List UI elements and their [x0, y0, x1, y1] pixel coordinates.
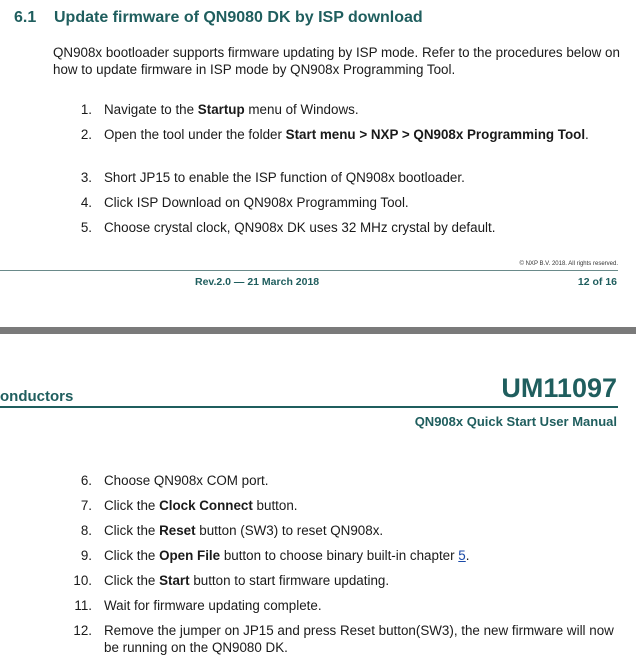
header-document-id: UM11097	[501, 373, 617, 403]
intro-paragraph: QN908x bootloader supports firmware updating by ISP mode. Refer to the procedures below on how to update firmware in ISP mode by QN908x Programming Tool.	[53, 45, 620, 77]
header-company: onductors	[0, 388, 74, 405]
copyright-notice: © NXP B.V. 2018. All rights reserved.	[519, 261, 618, 267]
page-separator	[0, 327, 636, 334]
header-divider	[0, 406, 618, 408]
footer-page-number: 12 of 16	[577, 276, 617, 288]
section-heading	[14, 9, 423, 27]
header-document-title: QN908x Quick Start User Manual	[414, 414, 617, 429]
footer-revision: Rev.2.0 — 21 March 2018	[195, 276, 320, 288]
chapter-link[interactable]: 5	[458, 548, 466, 563]
section-title: Update firmware of QN9080 DK by ISP download	[54, 9, 423, 26]
footer-divider	[0, 270, 618, 271]
section-number: 6.1	[14, 9, 37, 26]
